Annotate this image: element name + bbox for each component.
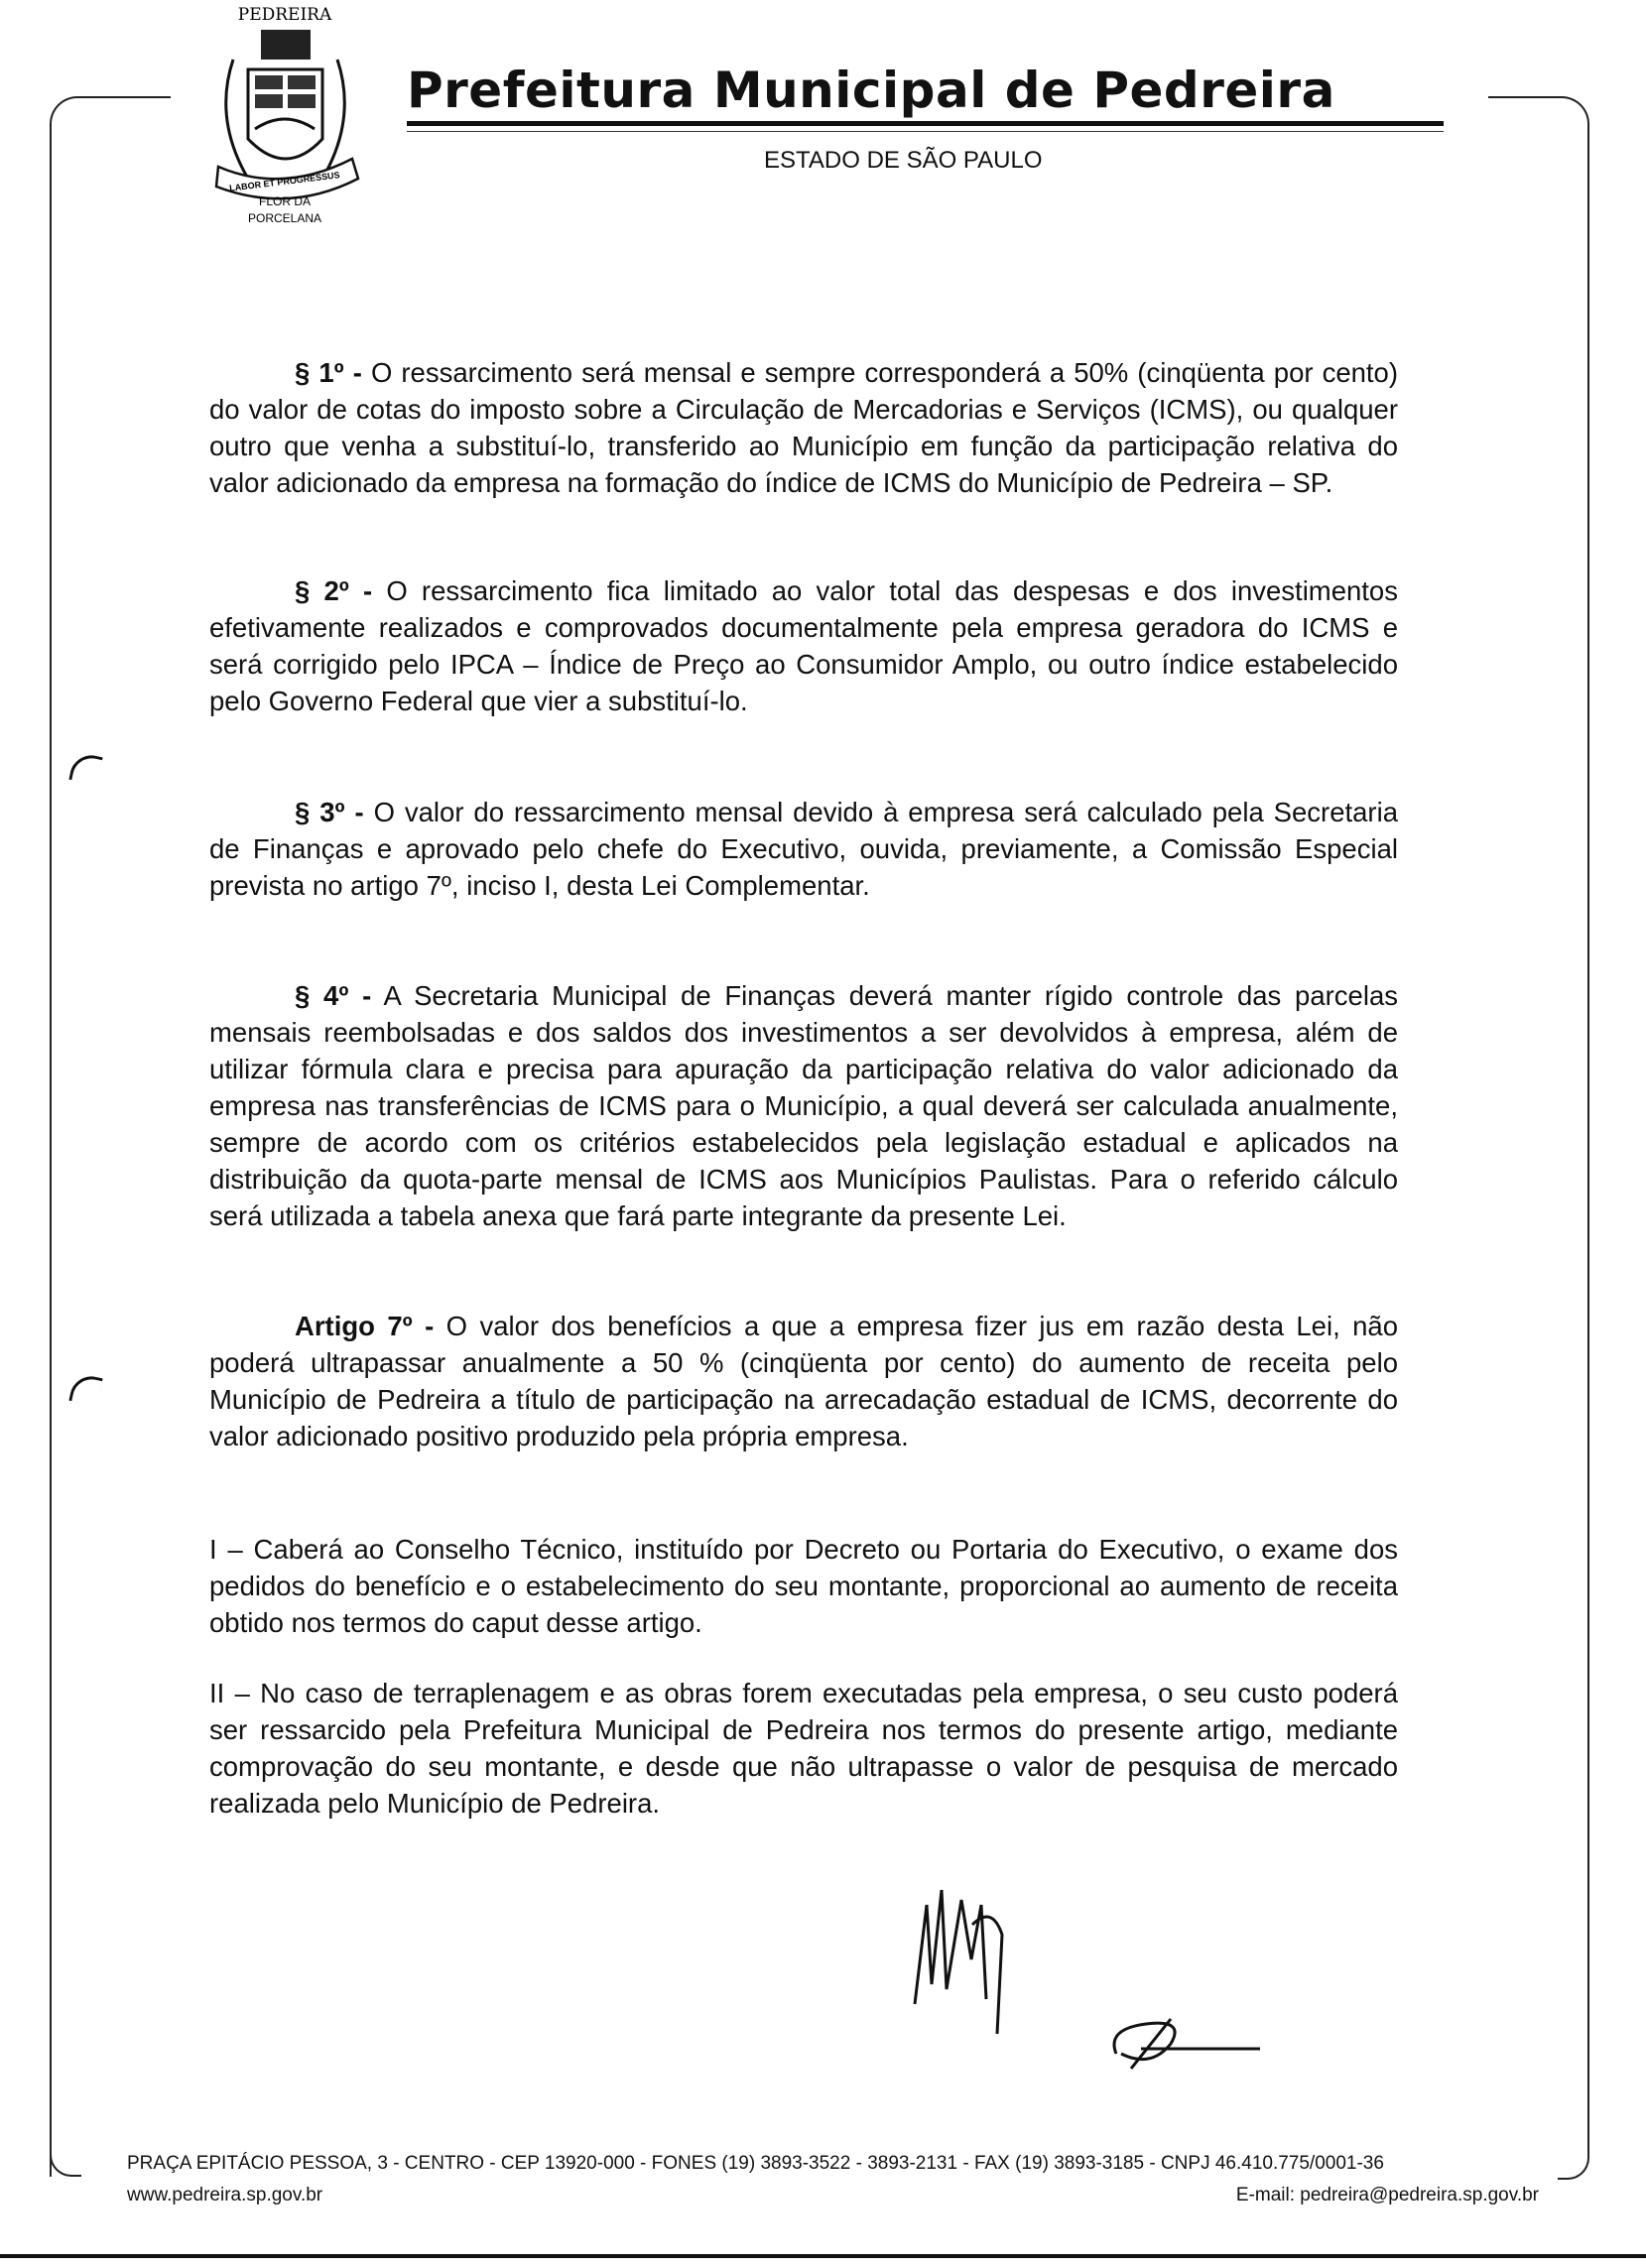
article-7: Artigo 7º - O valor dos benefícios a que a empresa fizer jus em razão desta Lei, não poderá ultrapassar anualmente a 50 % (cinqüenta por cento) do aumento de receita pelo Município de Pedreira a título de participação na arrecadação estadual de ICMS, decorrente do valor adicionado positivo produzido pela própria empresa. bbox=[209, 1311, 1399, 1451]
crest-motto: LABOR ET PROGRESSUS bbox=[228, 170, 341, 193]
title-underline-thin bbox=[407, 131, 1444, 132]
page-frame-right bbox=[1488, 96, 1589, 2142]
page-title: Prefeitura Municipal de Pedreira bbox=[407, 62, 1335, 119]
footer-address: PRAÇA EPITÁCIO PESSOA, 3 - CENTRO - CEP 13920-000 - FONES (19) 3893-3522 - 3893-2131 - FAX (19) 3893-3185 - CNPJ 46.410.775/0001-36 bbox=[127, 2153, 1384, 2174]
article-7-item-1: I – Caberá ao Conselho Técnico, instituído por Decreto ou Portaria do Executivo, o exame dos pedidos do benefício e o estabelecimento do seu montante, proporcional ao aumento de receita obtido nos termos do caput desse artigo. bbox=[209, 1534, 1398, 1638]
page-frame-corner bbox=[1558, 2123, 1589, 2180]
title-underline bbox=[407, 121, 1444, 126]
paragraph-2: § 2º - O ressarcimento fica limitado ao valor total das despesas e dos investimentos efetivamente realizados e comprovados documentalmente pela empresa geradora do ICMS e será corrigido pelo IPCA – Índice de Preço ao Consumidor Amplo, ou outro índice estabelecido pelo Governo Federal que vier a substituí-lo. bbox=[209, 575, 1398, 716]
paragraph-1: § 1º - O ressarcimento será mensal e sempre corresponderá a 50% (cinqüenta por cento) do valor de cotas do imposto sobre a Circulação de Mercadorias e Serviços (ICMS), ou qualquer outro que venha a substituí-lo, transferido ao Município em função da participação relativa do valor adicionado da empresa na formação do índice de ICMS do Município de Pedreira – SP. bbox=[209, 357, 1399, 498]
municipal-crest-logo bbox=[193, 0, 377, 230]
crest-caption-line-2: PORCELANA bbox=[247, 211, 322, 225]
crest-caption-line-1: FLOR DA bbox=[258, 194, 312, 208]
footer-email-link[interactable]: E-mail: pedreira@pedreira.sp.gov.br bbox=[1235, 2185, 1539, 2205]
footer-website-link[interactable]: www.pedreira.sp.gov.br bbox=[127, 2185, 323, 2205]
state-subtitle: ESTADO DE SÃO PAULO bbox=[764, 147, 1043, 174]
paragraph-3: § 3º - O valor do ressarcimento mensal devido à empresa será calculado pela Secretaria de Finanças e aprovado pelo chefe do Executivo, ouvida, previamente, a Comissão Especial prevista no artigo 7º, inciso I, desta Lei Complementar. bbox=[209, 797, 1398, 901]
paragraph-4: § 4º - A Secretaria Municipal de Finanças deverá manter rígido controle das parcelas mensais reembolsadas e dos saldos dos investimentos a ser devolvidos à empresa, além de utilizar fórmula clara e precisa para apuração da participação relativa do valor adicionado da empresa nas transferências de ICMS para o Município, a qual deverá ser calculada anualmente, sempre de acordo com os critérios estabelecidos pela legislação estadual e aplicados na distribuição da quota-parte mensal de ICMS aos Municípios Paulistas. Para o referido cálculo será utilizada a tabela anexa que fará parte integrante da presente Lei. bbox=[209, 980, 1398, 1231]
article-7-item-2: II – No caso de terraplenagem e as obras forem executadas pela empresa, o seu custo poderá ser ressarcido pela Prefeitura Municipal de Pedreira nos termos do presente artigo, mediante comprovação do seu montante, e desde que não ultrapasse o valor de pesquisa de mercado realizada pelo Município de Pedreira. bbox=[209, 1678, 1398, 1819]
handwritten-signatures bbox=[903, 1865, 1300, 2093]
page-frame-left bbox=[50, 96, 171, 2177]
crest-name: PEDREIRA bbox=[237, 5, 332, 25]
bottom-rule bbox=[0, 2254, 1646, 2258]
